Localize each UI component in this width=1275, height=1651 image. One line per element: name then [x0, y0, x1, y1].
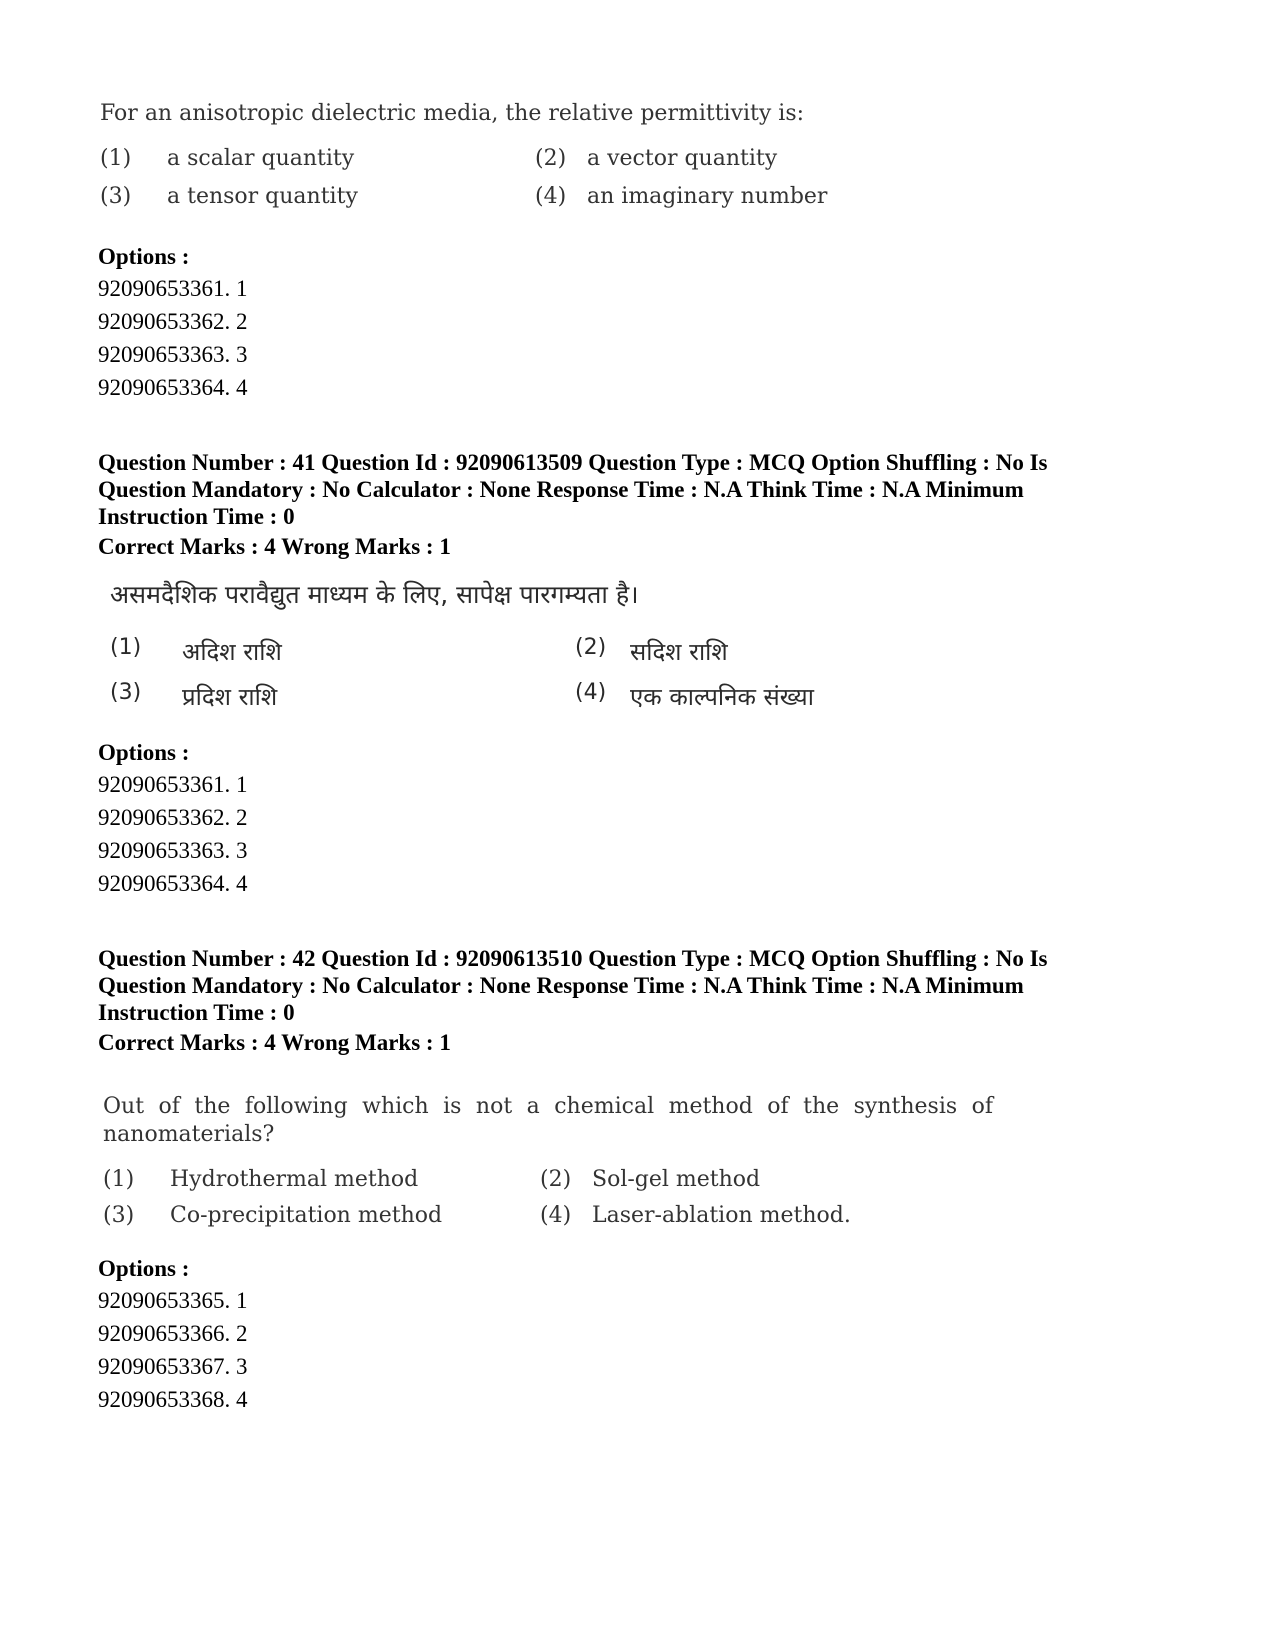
q40-option-3: 92090653363. 3 [98, 342, 248, 367]
question-42-text-line-1: Out of the following which is not a chemical method of the synthesis of [103, 1094, 993, 1119]
q41-marks: Correct Marks : 4 Wrong Marks : 1 [98, 534, 451, 559]
question-42-text-line-2: nanomaterials? [103, 1122, 275, 1147]
q42-options-label: Options : [98, 1256, 190, 1281]
q41-option-3: 92090653363. 3 [98, 838, 248, 863]
q41-options-list [98, 768, 248, 900]
question-40-text: For an anisotropic dielectric media, the relative permittivity is: [100, 101, 805, 126]
q40-options-list [98, 272, 248, 404]
q40-option-4: 92090653364. 4 [98, 375, 248, 400]
q41-option-4: 92090653364. 4 [98, 871, 248, 896]
question-41-text: असमदैशिक परावैद्युत माध्यम के लिए, सापेक्ष पारगम्यता है। [110, 580, 639, 609]
q41-option-1: 92090653361. 1 [98, 772, 248, 797]
q42-marks: Correct Marks : 4 Wrong Marks : 1 [98, 1030, 451, 1055]
question-40-block: For an anisotropic dielectric media, the relative permittivity is: (1) a scalar quantity (2) a vector quantity (3) a tensor quantity (4) an imaginary number [100, 100, 860, 220]
question-42-block: Out of the following which is not a chemical method of the synthesis of nanomaterials? (1) Hydrothermal method (2) Sol-gel method (3) Co-precipitation method (4) Laser-ablation method. [103, 1093, 1003, 1233]
q42-option-2: 92090653366. 2 [98, 1321, 248, 1346]
q42-option-1: 92090653365. 1 [98, 1288, 248, 1313]
q40-option-1: 92090653361. 1 [98, 276, 248, 301]
q42-option-4: 92090653368. 4 [98, 1387, 248, 1412]
question-41-block: असमदैशिक परावैद्युत माध्यम के लिए, सापेक्ष पारगम्यता है। (1) अदिश राशि (2) सदिश राशि (3) प्रदिश राशि (4) एक काल्पनिक संख्या [110, 580, 870, 715]
q41-options-label: Options : [98, 740, 190, 765]
q42-options-list [98, 1284, 248, 1416]
q40-options-label: Options : [98, 244, 190, 269]
q41-option-2: 92090653362. 2 [98, 805, 248, 830]
q40-option-2: 92090653362. 2 [98, 309, 248, 334]
q41-meta: Question Number : 41 Question Id : 92090613509 Question Type : MCQ Option Shuffling : No Is Question Mandatory : No Calculator : None Response Time : N.A Think Time : N.A Minimum Instruction Time : 0 [98, 450, 1048, 529]
q42-meta: Question Number : 42 Question Id : 92090613510 Question Type : MCQ Option Shuffling : No Is Question Mandatory : No Calculator : None Response Time : N.A Think Time : N.A Minimum Instruction Time : 0 [98, 946, 1048, 1025]
q42-option-3: 92090653367. 3 [98, 1354, 248, 1379]
